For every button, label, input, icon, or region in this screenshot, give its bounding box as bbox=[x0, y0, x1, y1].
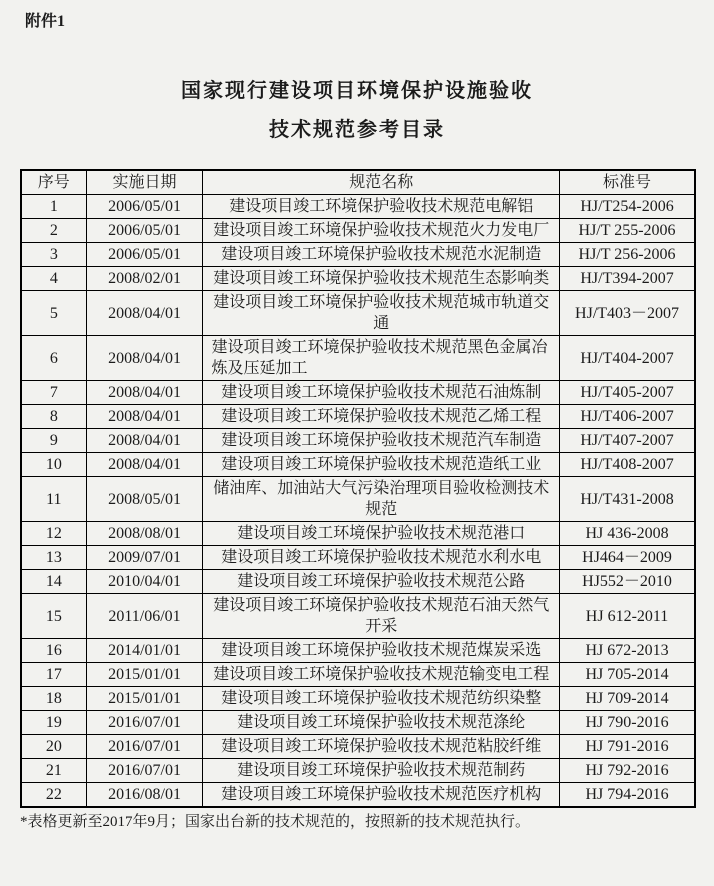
table-row bbox=[21, 639, 695, 663]
table-header-row bbox=[21, 170, 695, 195]
cell-implementation-date: 2016/07/01 bbox=[86, 711, 203, 735]
cell-implementation-date: 2008/04/01 bbox=[86, 405, 203, 429]
table-row bbox=[21, 195, 695, 219]
cell-standard-number: HJ 792-2016 bbox=[560, 759, 695, 783]
cell-standard-number: HJ/T406-2007 bbox=[560, 405, 695, 429]
cell-standard-name: 建设项目竣工环境保护验收技术规范造纸工业 bbox=[203, 453, 560, 477]
cell-standard-number: HJ/T404-2007 bbox=[560, 336, 695, 381]
cell-standard-number: HJ 612-2011 bbox=[560, 594, 695, 639]
cell-serial-number: 16 bbox=[21, 639, 86, 663]
cell-standard-name: 建设项目竣工环境保护验收技术规范粘胶纤维 bbox=[203, 735, 560, 759]
cell-serial-number: 4 bbox=[21, 267, 86, 291]
table-row bbox=[21, 546, 695, 570]
cell-standard-name: 建设项目竣工环境保护验收技术规范纺织染整 bbox=[203, 687, 560, 711]
cell-implementation-date: 2016/07/01 bbox=[86, 735, 203, 759]
cell-serial-number: 7 bbox=[21, 381, 86, 405]
cell-standard-name: 建设项目竣工环境保护验收技术规范火力发电厂 bbox=[203, 219, 560, 243]
table-row bbox=[21, 735, 695, 759]
cell-standard-name: 储油库、加油站大气污染治理项目验收检测技术规范 bbox=[203, 477, 560, 522]
cell-implementation-date: 2008/04/01 bbox=[86, 381, 203, 405]
cell-standard-number: HJ 794-2016 bbox=[560, 783, 695, 808]
cell-standard-name: 建设项目竣工环境保护验收技术规范涤纶 bbox=[203, 711, 560, 735]
cell-standard-name: 建设项目竣工环境保护验收技术规范水利水电 bbox=[203, 546, 560, 570]
cell-serial-number: 6 bbox=[21, 336, 86, 381]
table-row bbox=[21, 267, 695, 291]
table-row bbox=[21, 336, 695, 381]
cell-standard-number: HJ464－2009 bbox=[560, 546, 695, 570]
cell-serial-number: 18 bbox=[21, 687, 86, 711]
table-row bbox=[21, 243, 695, 267]
cell-implementation-date: 2008/08/01 bbox=[86, 522, 203, 546]
header-standard-number: 标准号 bbox=[560, 170, 695, 195]
cell-standard-name: 建设项目竣工环境保护验收技术规范石油炼制 bbox=[203, 381, 560, 405]
table-row bbox=[21, 429, 695, 453]
cell-standard-number: HJ/T408-2007 bbox=[560, 453, 695, 477]
table-row bbox=[21, 783, 695, 808]
cell-standard-name: 建设项目竣工环境保护验收技术规范石油天然气开采 bbox=[203, 594, 560, 639]
cell-standard-number: HJ/T 256-2006 bbox=[560, 243, 695, 267]
table-row bbox=[21, 570, 695, 594]
cell-standard-number: HJ/T405-2007 bbox=[560, 381, 695, 405]
table-row bbox=[21, 687, 695, 711]
cell-serial-number: 9 bbox=[21, 429, 86, 453]
table-row bbox=[21, 405, 695, 429]
table-row bbox=[21, 291, 695, 336]
cell-implementation-date: 2009/07/01 bbox=[86, 546, 203, 570]
table-row bbox=[21, 453, 695, 477]
table-row bbox=[21, 711, 695, 735]
cell-implementation-date: 2016/07/01 bbox=[86, 759, 203, 783]
cell-standard-number: HJ/T 255-2006 bbox=[560, 219, 695, 243]
cell-implementation-date: 2016/08/01 bbox=[86, 783, 203, 808]
cell-serial-number: 20 bbox=[21, 735, 86, 759]
cell-standard-number: HJ 791-2016 bbox=[560, 735, 695, 759]
table-row bbox=[21, 477, 695, 522]
header-standard-name: 规范名称 bbox=[203, 170, 560, 195]
document-title bbox=[0, 79, 714, 142]
table-row bbox=[21, 594, 695, 639]
cell-implementation-date: 2006/05/01 bbox=[86, 219, 203, 243]
header-serial-number: 序号 bbox=[21, 170, 86, 195]
cell-serial-number: 17 bbox=[21, 663, 86, 687]
cell-standard-name: 建设项目竣工环境保护验收技术规范煤炭采选 bbox=[203, 639, 560, 663]
cell-implementation-date: 2008/04/01 bbox=[86, 291, 203, 336]
cell-standard-number: HJ 436-2008 bbox=[560, 522, 695, 546]
cell-serial-number: 8 bbox=[21, 405, 86, 429]
cell-implementation-date: 2010/04/01 bbox=[86, 570, 203, 594]
cell-implementation-date: 2014/01/01 bbox=[86, 639, 203, 663]
cell-standard-number: HJ/T394-2007 bbox=[560, 267, 695, 291]
cell-standard-name: 建设项目竣工环境保护验收技术规范输变电工程 bbox=[203, 663, 560, 687]
cell-standard-number: HJ 709-2014 bbox=[560, 687, 695, 711]
cell-standard-number: HJ/T254-2006 bbox=[560, 195, 695, 219]
cell-serial-number: 22 bbox=[21, 783, 86, 808]
cell-standard-name: 建设项目竣工环境保护验收技术规范黑色金属冶炼及压延加工 bbox=[203, 336, 560, 381]
cell-implementation-date: 2008/04/01 bbox=[86, 336, 203, 381]
cell-serial-number: 13 bbox=[21, 546, 86, 570]
header-implementation-date: 实施日期 bbox=[86, 170, 203, 195]
cell-standard-name: 建设项目竣工环境保护验收技术规范电解铝 bbox=[203, 195, 560, 219]
cell-standard-number: HJ 672-2013 bbox=[560, 639, 695, 663]
cell-serial-number: 14 bbox=[21, 570, 86, 594]
cell-implementation-date: 2015/01/01 bbox=[86, 663, 203, 687]
table-row bbox=[21, 381, 695, 405]
table-row bbox=[21, 219, 695, 243]
cell-implementation-date: 2015/01/01 bbox=[86, 687, 203, 711]
cell-standard-name: 建设项目竣工环境保护验收技术规范城市轨道交通 bbox=[203, 291, 560, 336]
cell-implementation-date: 2011/06/01 bbox=[86, 594, 203, 639]
spec-table bbox=[20, 169, 696, 808]
cell-implementation-date: 2008/04/01 bbox=[86, 429, 203, 453]
cell-implementation-date: 2008/05/01 bbox=[86, 477, 203, 522]
cell-standard-number: HJ552－2010 bbox=[560, 570, 695, 594]
cell-implementation-date: 2006/05/01 bbox=[86, 195, 203, 219]
cell-standard-number: HJ/T407-2007 bbox=[560, 429, 695, 453]
cell-implementation-date: 2008/02/01 bbox=[86, 267, 203, 291]
cell-standard-number: HJ/T403－2007 bbox=[560, 291, 695, 336]
footnote: *表格更新至2017年9月；国家出台新的技术规范的，按照新的技术规范执行。 bbox=[20, 814, 531, 830]
cell-serial-number: 5 bbox=[21, 291, 86, 336]
cell-implementation-date: 2006/05/01 bbox=[86, 243, 203, 267]
cell-serial-number: 15 bbox=[21, 594, 86, 639]
cell-serial-number: 19 bbox=[21, 711, 86, 735]
cell-serial-number: 10 bbox=[21, 453, 86, 477]
cell-standard-number: HJ 790-2016 bbox=[560, 711, 695, 735]
attachment-label: 附件1 bbox=[25, 13, 66, 30]
table-body bbox=[21, 195, 695, 808]
table-row bbox=[21, 522, 695, 546]
cell-serial-number: 12 bbox=[21, 522, 86, 546]
cell-serial-number: 21 bbox=[21, 759, 86, 783]
cell-standard-name: 建设项目竣工环境保护验收技术规范生态影响类 bbox=[203, 267, 560, 291]
cell-standard-name: 建设项目竣工环境保护验收技术规范港口 bbox=[203, 522, 560, 546]
title-line-2: 技术规范参考目录 bbox=[269, 119, 445, 141]
cell-standard-name: 建设项目竣工环境保护验收技术规范水泥制造 bbox=[203, 243, 560, 267]
cell-serial-number: 2 bbox=[21, 219, 86, 243]
cell-serial-number: 3 bbox=[21, 243, 86, 267]
cell-standard-name: 建设项目竣工环境保护验收技术规范制药 bbox=[203, 759, 560, 783]
cell-standard-name: 建设项目竣工环境保护验收技术规范公路 bbox=[203, 570, 560, 594]
cell-implementation-date: 2008/04/01 bbox=[86, 453, 203, 477]
cell-serial-number: 1 bbox=[21, 195, 86, 219]
title-line-1: 国家现行建设项目环境保护设施验收 bbox=[181, 80, 533, 102]
cell-standard-number: HJ 705-2014 bbox=[560, 663, 695, 687]
table-row bbox=[21, 663, 695, 687]
cell-standard-name: 建设项目竣工环境保护验收技术规范乙烯工程 bbox=[203, 405, 560, 429]
cell-standard-name: 建设项目竣工环境保护验收技术规范汽车制造 bbox=[203, 429, 560, 453]
cell-serial-number: 11 bbox=[21, 477, 86, 522]
table-row bbox=[21, 759, 695, 783]
cell-standard-name: 建设项目竣工环境保护验收技术规范医疗机构 bbox=[203, 783, 560, 808]
cell-standard-number: HJ/T431-2008 bbox=[560, 477, 695, 522]
